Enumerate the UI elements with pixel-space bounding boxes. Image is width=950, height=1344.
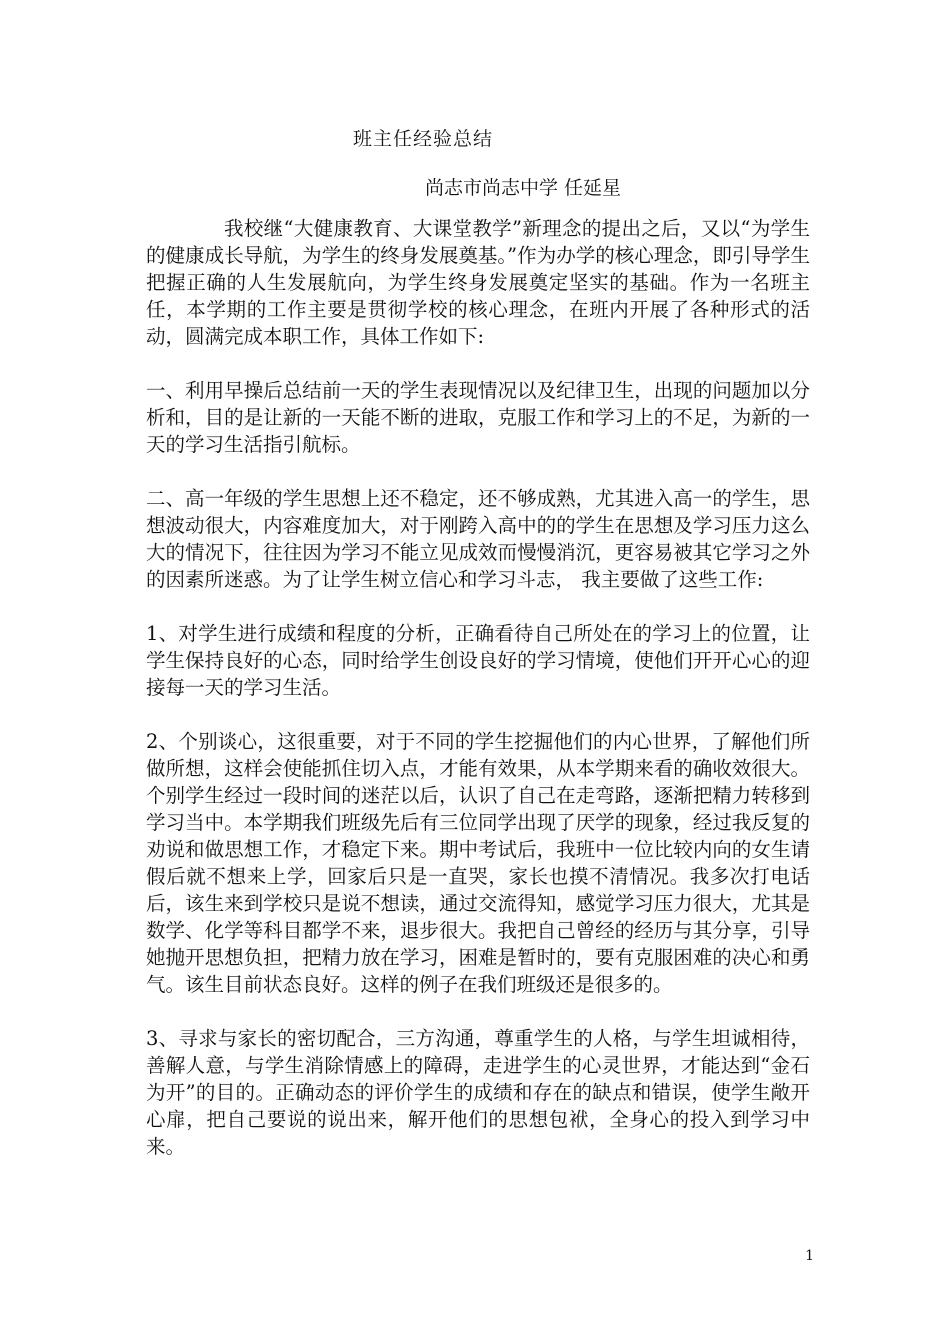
document-title: 班主任经验总结: [353, 128, 494, 150]
page-number: 1: [805, 1248, 814, 1264]
intro-paragraph: 我校继“大健康教育、大课堂教学”新理念的提出之后，又以“为学生的健康成长导航，为学生的终身发展奠基。”作为办学的核心理念，即引导学生把握正确的人生发展航向，为学生终身发展奠定坚实的基础。作为一名班主任，本学期的工作主要是贯彻学校的核心理念，在班内开展了各种形式的活动，圆满完成本职工作，具体工作如下:: [146, 217, 810, 348]
item-three-paragraph: 3、寻求与家长的密切配合，三方沟通，尊重学生的人格，与学生坦诚相待，善解人意，与学生消除情感上的障碍，走进学生的心灵世界，才能达到“金石为开”的目的。正确动态的评价学生的成绩和存在的缺点和错误，使学生敞开心扉，把自己要说的说出来，解开他们的思想包袱，全身心的投入到学习中来。: [146, 1027, 810, 1158]
author-byline: 尚志市尚志中学 任延星: [425, 177, 622, 199]
section-two-paragraph: 二、高一年级的学生思想上还不稳定，还不够成熟，尤其进入高一的学生，思想波动很大，内容难度加大，对于刚跨入高中的的学生在思想及学习压力这么大的情况下，往往因为学习不能立见成效而慢慢消沉，更容易被其它学习之外的因素所迷惑。为了让学生树立信心和学习斗志， 我主要做了这些工作:: [146, 487, 810, 591]
section-one-paragraph: 一、利用早操后总结前一天的学生表现情况以及纪律卫生，出现的问题加以分析和，目的是让新的一天能不断的进取，克服工作和学习上的不足，为新的一天的学习生活指引航标。: [146, 379, 810, 456]
document-body: [146, 215, 810, 1187]
item-one-paragraph: 1、对学生进行成绩和程度的分析，正确看待自己所处在的学习上的位置，让学生保持良好的心态，同时给学生创设良好的学习情境，使他们开开心心的迎接每一天的学习生活。: [146, 622, 810, 699]
item-two-paragraph: 2、个别谈心，这很重要，对于不同的学生挖掘他们的内心世界，了解他们所做所想，这样会使能抓住切入点，才能有效果，从本学期来看的确收效很大。个别学生经过一段时间的迷茫以后，认识了自己在走弯路，逐渐把精力转移到学习当中。本学期我们班级先后有三位同学出现了厌学的现象，经过我反复的劝说和做思想工作，才稳定下来。期中考试后，我班中一位比较内向的女生请假后就不想来上学，回家后只是一直哭，家长也摸不清情况。我多次打电话后，该生来到学校只是说不想读，通过交流得知，感觉学习压力很大，尤其是数学、化学等科目都学不来，退步很大。我把自己曾经的经历与其分享，引导她抛开思想负担，把精力放在学习，困难是暂时的，要有克服困难的决心和勇气。该生目前状态良好。这样的例子在我们班级还是很多的。: [146, 730, 810, 996]
